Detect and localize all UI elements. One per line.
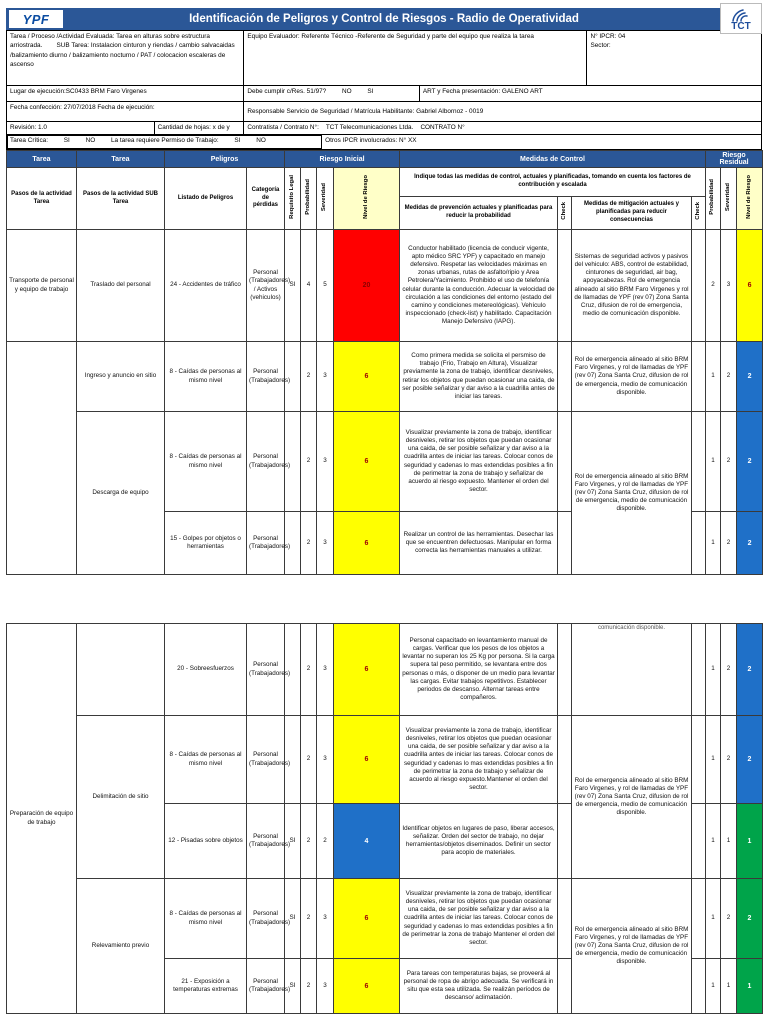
cell-check-prevencion	[558, 512, 572, 575]
field-otros-ipcr: Otros IPCR involucrados: N° XX	[325, 137, 417, 144]
info-row-tarea-critica	[7, 134, 761, 149]
cell-peligro: 8 - Caídas de personas al mismo nivel	[165, 412, 247, 512]
field-sector: Sector:	[590, 42, 611, 50]
group-tarea-1: Tarea	[7, 151, 77, 168]
cell-prevencion: Visualizar previamente la zona de trabajo, identificar desniveles, retirar los objetos que puedan ocasionar una caida, de ser posible señalizar y dar aviso a la cuadrilla antes de iniciar las tareas. Colocar conos de seguridad y cadenas lo mas extendidas posibles a fin de perimetrar la zona de trabajo y señalizar de acuerdo al riesgo expuesto. Mantener el orden del sector.	[400, 412, 558, 512]
cell-peligro: 8 - Caídas de personas al mismo nivel	[165, 879, 247, 959]
cell-paso-tarea: Transporte de personal y equipo de trabajo	[7, 230, 77, 342]
cell-mitigacion: Rol de emergencia alineado al sitio BRM Faro Virgenes, y rol de llamadas de YPF (rev 07) Zona Santa Cruz, difusion de rol de emergencia, medio de comunicación disponible.	[572, 716, 692, 879]
field-tarea-evaluada: Tarea / Proceso /Actividad Evaluada: Tarea en alturas sobre estructura arriostrada. SUB Tarea: Instalacion cinturon y riendas / cambio salvacaidas /balizamiento diurno / balizamiento nocturno / PAT / colocacion escaleras de ascenso	[7, 31, 244, 85]
cell-check-prevencion	[558, 342, 572, 412]
cell-prob-residual: 1	[706, 342, 721, 412]
cell-categoria: Personal (Trabajadores)	[247, 804, 285, 879]
risk-table-segment-2	[6, 623, 763, 1014]
cell-categoria: Personal (Trabajadores)	[247, 879, 285, 959]
cell-probabilidad: 2	[301, 879, 317, 959]
col-check-mitigacion: Check	[692, 197, 706, 230]
cell-probabilidad: 2	[301, 959, 317, 1014]
cell-sev-residual: 2	[721, 342, 737, 412]
tct-logo	[720, 3, 762, 34]
cell-severidad: 3	[317, 879, 334, 959]
cell-paso-subtarea: Traslado del personal	[77, 230, 165, 342]
col-listado-peligros: Listado de Peligros	[165, 168, 247, 230]
cell-severidad: 3	[317, 624, 334, 716]
field-cantidad-hojas: Cantidad de hojas: x de y	[155, 122, 245, 134]
page-break-gap	[6, 575, 762, 623]
cell-prevencion: Visualizar previamente la zona de trabajo, identificar desniveles, retirar los objetos que puedan ocasionar una caida, de ser posible señalizar y dar aviso a la cuadrilla antes de iniciar las tareas. Colocar conos de seguridad y cadenas lo mas extendidas posibles a fin de perimetrar la zona de trabajo y señalizar de acuerdo al riesgo expuesto.Mantener el orden del sector.	[400, 716, 558, 804]
cell-sev-residual: 2	[721, 412, 737, 512]
cell-sev-residual: 1	[721, 804, 737, 879]
cell-nivel-riesgo: 4	[334, 804, 400, 879]
cell-categoria: Personal (Trabajadores)	[247, 959, 285, 1014]
cell-peligro: 15 - Golpes por objetos o herramientas	[165, 512, 247, 575]
ypf-logo	[9, 10, 63, 28]
cell-severidad: 3	[317, 512, 334, 575]
table-header	[7, 151, 763, 230]
cell-paso-subtarea: Relevamiento previo	[77, 879, 165, 1014]
cell-prevencion: Realizar un control de las herramientas. Desechar las que se encuentren defectuosas. Manipular en forma correcta las herramientas manuales a utilizar.	[400, 512, 558, 575]
table-row	[7, 412, 763, 512]
page-title: Identificación de Peligros y Control de Riesgos - Radio de Operatividad	[189, 13, 579, 25]
cell-prevencion: Para tareas con temperaturas bajas, se proveerá al personal de ropa de abrigo adecuada. Se verificará in situ que esta sea utilizada. Se realizán períodos de descanso/ aclimatación.	[400, 959, 558, 1014]
cell-paso-tarea: Preparación de equipo de trabajo	[7, 624, 77, 1014]
cell-check-prevencion	[558, 804, 572, 879]
cell-nivel-riesgo: 6	[334, 959, 400, 1014]
info-row-fecha	[7, 101, 761, 121]
cell-sev-residual: 2	[721, 512, 737, 575]
cell-mitigacion: Rol de emergencia alineado al sitio BRM Faro Virgenes, y rol de llamadas de YPF (rev 07) Zona Santa Cruz, difusion de rol de emergencia, medio de comunicación disponible.	[572, 342, 692, 412]
col-categoria-perdidas: Categoría de pérdidas	[247, 168, 285, 230]
cell-check-prevencion	[558, 959, 572, 1014]
field-contratista: Contratista / Contrato N°: TCT Telecomunicaciones Ltda. CONTRATO N°	[247, 124, 465, 131]
permiso-trabajo-si: SI	[234, 137, 241, 144]
table-row	[7, 342, 763, 412]
cell-nivel-riesgo: 6	[334, 512, 400, 575]
cell-mitigacion-truncada: comunicación disponible.	[572, 624, 692, 716]
col-pasos-subtarea: Pasos de la actividad SUB Tarea	[77, 168, 165, 230]
field-ipcr-numero: N° IPCR: 04	[590, 33, 626, 40]
cell-probabilidad: 4	[301, 230, 317, 342]
cell-nivel-residual: 2	[737, 512, 763, 575]
cell-paso-tarea	[7, 342, 77, 575]
cell-peligro: 21 - Exposición a temperaturas extremas	[165, 959, 247, 1014]
res5197-no: NO	[342, 88, 352, 95]
cell-prob-residual: 1	[706, 804, 721, 879]
cell-categoria: Personal (Trabajadores)	[247, 716, 285, 804]
cell-mitigacion: Rol de emergencia alineado al sitio BRM Faro Virgenes, y rol de llamadas de YPF (rev 07) Zona Santa Cruz, difusion de rol de emergencia, medio de comunicación disponible.	[572, 879, 692, 1014]
group-riesgo-inicial: Riesgo Inicial	[285, 151, 400, 168]
cell-nivel-residual: 2	[737, 716, 763, 804]
tarea-critica-si: SI	[63, 137, 70, 144]
cell-probabilidad: 2	[301, 624, 317, 716]
cell-paso-subtarea: Ingreso y anuncio en sitio	[77, 342, 165, 412]
cell-check-mitigacion	[692, 959, 706, 1014]
cell-nivel-riesgo: 6	[334, 879, 400, 959]
col-medidas-mitigacion: Medidas de mitigación actuales y planificadas para reducir consecuencias	[572, 197, 692, 230]
col-nivel-riesgo-inicial: Nivel de Riesgo	[334, 168, 400, 230]
cell-check-mitigacion	[692, 230, 706, 342]
cell-sev-residual: 1	[721, 959, 737, 1014]
col-requisito-legal: Requisito Legal	[285, 168, 301, 230]
cell-sev-residual: 2	[721, 624, 737, 716]
cell-peligro: 12 - Pisadas sobre objetos	[165, 804, 247, 879]
cell-probabilidad: 2	[301, 716, 317, 804]
cell-check-mitigacion	[692, 412, 706, 512]
cell-sev-residual: 2	[721, 716, 737, 804]
cell-check-mitigacion	[692, 879, 706, 959]
cell-probabilidad: 2	[301, 342, 317, 412]
col-probabilidad-inicial: Probabilidad	[301, 168, 317, 230]
cell-prob-residual: 1	[706, 412, 721, 512]
cell-check-prevencion	[558, 624, 572, 716]
col-severidad-residual: Severidad	[721, 168, 737, 230]
cell-nivel-residual: 1	[737, 959, 763, 1014]
ypf-logo-text: YPF	[22, 11, 50, 27]
cell-nivel-riesgo: 6	[334, 624, 400, 716]
field-ipcr	[587, 31, 761, 85]
cell-nivel-riesgo: 20	[334, 230, 400, 342]
cell-paso-subtarea	[77, 624, 165, 716]
cell-requisito-legal: SI	[285, 959, 301, 1014]
group-header-row	[7, 151, 763, 168]
cell-severidad: 5	[317, 230, 334, 342]
cell-check-mitigacion	[692, 804, 706, 879]
cell-prob-residual: 1	[706, 624, 721, 716]
field-revision: Revisión: 1.0	[7, 122, 155, 134]
cell-paso-subtarea: Delimitación de sitio	[77, 716, 165, 879]
field-lugar-ejecucion: Lugar de ejecución:SC0433 BRM Faro Virgenes	[7, 86, 244, 101]
cell-prob-residual: 1	[706, 512, 721, 575]
cell-mitigacion: Sistemas de seguridad activos y pasivos del vehiculo: ABS, control de estabilidad, cinturones de seguridad, air bag, apoyacabezas. Rol de emergencia alineado al sitio BRM Faro Virgenes y rol de llamadas de YPF (rev 07) Zona Santa Cruz, difusion de rol de emergencia, medio de comunicación disponible.	[572, 230, 692, 342]
cell-categoria: Personal (Trabajadores)	[247, 624, 285, 716]
permiso-trabajo-label: La tarea requiere Permiso de Trabajo:	[110, 137, 219, 144]
cell-check-prevencion	[558, 230, 572, 342]
info-section	[6, 30, 762, 150]
cell-paso-subtarea: Descarga de equipo	[77, 412, 165, 575]
cell-prevencion: Visualizar previamente la zona de trabajo, identificar desniveles, retirar los objetos que puedan ocasionar una caida, de ser posible señalizar y dar aviso a la cuadrilla antes de iniciar las tareas. Colocar conos de seguridad y cadenas lo mas extendidas posibles a fin de perimetrar la zona de trabajo Mantener el orden del sector.	[400, 879, 558, 959]
cell-nivel-residual: 1	[737, 804, 763, 879]
cell-nivel-riesgo: 6	[334, 342, 400, 412]
cell-check-mitigacion	[692, 716, 706, 804]
tarea-critica-no: NO	[85, 137, 96, 144]
cell-peligro: 20 - Sobreesfuerzos	[165, 624, 247, 716]
cell-check-prevencion	[558, 716, 572, 804]
col-nivel-riesgo-residual: Nivel de Riesgo	[737, 168, 763, 230]
cell-prob-residual: 1	[706, 959, 721, 1014]
col-severidad-inicial: Severidad	[317, 168, 334, 230]
cell-check-mitigacion	[692, 342, 706, 412]
cell-nivel-residual: 2	[737, 879, 763, 959]
cell-check-mitigacion	[692, 624, 706, 716]
field-responsable-seguridad: Responsable Servicio de Seguridad / Matrícula Habilitante: Gabriel Albornoz - 0019	[247, 107, 484, 115]
cell-peligro: 24 - Accidentes de tráfico	[165, 230, 247, 342]
group-tarea-2: Tarea	[77, 151, 165, 168]
cell-prevencion: Conductor habilitado (licencia de conducir vigente, apto médico SRC YPF) y capacitado en manejo defensivo. Respetar las velocidades máximas en zonas urbanas, rutas de asfalto/ripio y Area Petrolera/Yacimiento. Prohibido el uso de telefonía celular durante la conducción. Adecuar la velocidad de circulación a las condiciones del entorno (estado del camino y condiciones metereológicas). Vehículo inspeccionado (check-list) y habilitado. Capacitación Manejo Defensivo (IAPG).	[400, 230, 558, 342]
cell-probabilidad: 2	[301, 512, 317, 575]
cell-categoria: Personal (Trabajadores)	[247, 342, 285, 412]
cell-requisito-legal: SI	[285, 230, 301, 342]
cell-sev-residual: 3	[721, 230, 737, 342]
cell-peligro: 8 - Caídas de personas al mismo nivel	[165, 716, 247, 804]
field-tarea-critica	[7, 135, 322, 149]
col-pasos-tarea: Pasos de la actividad Tarea	[7, 168, 77, 230]
cell-sev-residual: 2	[721, 879, 737, 959]
group-peligros: Peligros	[165, 151, 285, 168]
cell-categoria: Personal (Trabajadores) / Activos (vehiculos)	[247, 230, 285, 342]
risk-table-segment-1	[6, 150, 763, 575]
table-row	[7, 879, 763, 959]
info-row-lugar	[7, 85, 761, 101]
cell-prob-residual: 1	[706, 879, 721, 959]
group-medidas-control: Medidas de Control	[400, 151, 706, 168]
cell-nivel-riesgo: 6	[334, 716, 400, 804]
info-row-revision	[7, 121, 761, 134]
cell-nivel-residual: 2	[737, 412, 763, 512]
cell-categoria: Personal (Trabajadores)	[247, 412, 285, 512]
medidas-control-note: Indique todas las medidas de control, actuales y planificadas, tomando en cuenta los factores de contribución y escalada	[400, 168, 706, 197]
field-res5197	[244, 86, 420, 101]
cell-severidad: 3	[317, 716, 334, 804]
cell-nivel-riesgo: 6	[334, 412, 400, 512]
tct-logo-text: TCT	[731, 21, 751, 32]
cell-prevencion: Personal capacitado en levantamiento manual de cargas. Verificar que los pesos de los objetos a levantar no superan los 25 Kg por persona. Si la carga supera tal peso permitido, se levantara entre dos personas o más, o disponer de un medio para levantar las cargas. Evitar trabajos repetitivos. Establecer periodos de descanso. Alternar tareas entre compañeros.	[400, 624, 558, 716]
cell-check-prevencion	[558, 412, 572, 512]
cell-requisito-legal: SI	[285, 879, 301, 959]
cell-check-prevencion	[558, 879, 572, 959]
col-check-prevencion: Check	[558, 197, 572, 230]
cell-check-mitigacion	[692, 512, 706, 575]
cell-severidad: 2	[317, 804, 334, 879]
title-bar	[6, 8, 762, 30]
col-medidas-prevencion: Medidas de prevención actuales y planificadas para reducir la probabilidad	[400, 197, 558, 230]
cell-prob-residual: 1	[706, 716, 721, 804]
cell-probabilidad: 2	[301, 412, 317, 512]
field-art: ART y Fecha presentación: GALENO ART	[422, 88, 543, 95]
info-row-tarea	[7, 30, 761, 85]
table-row	[7, 716, 763, 804]
cell-prob-residual: 2	[706, 230, 721, 342]
cell-nivel-residual: 2	[737, 342, 763, 412]
cell-severidad: 3	[317, 342, 334, 412]
field-equipo-evaluador: Equipo Evaluador: Referente Técnico -Referente de Seguridad y parte del equipo que realiza la tarea	[244, 31, 587, 85]
cell-peligro: 8 - Caídas de personas al mismo nivel	[165, 342, 247, 412]
cell-mitigacion: Rol de emergencia alineado al sitio BRM Faro Virgenes, y rol de llamadas de YPF (rev 07) Zona Santa Cruz, difusion de rol de emergencia, medio de comunicación disponible.	[572, 412, 692, 575]
res5197-si: SI	[367, 88, 374, 95]
cell-prevencion: Como primera medida se solicita el persmiso de trabajo (Frio, Trabajo en Altura), Visualizar previamente la zona de trabajo, identificar desniveles, retirar los objetos que puedan ocasionar una caida, de ser posible señalizar y dar aviso a la cuadrilla antes de iniciar las tareas.	[400, 342, 558, 412]
group-riesgo-residual: Riesgo Residual	[706, 151, 763, 168]
cell-categoria: Personal (Trabajadores)	[247, 512, 285, 575]
sub-header-row-1	[7, 168, 763, 197]
table-row	[7, 624, 763, 716]
cell-requisito-legal: SI	[285, 804, 301, 879]
cell-probabilidad: 2	[301, 804, 317, 879]
field-fecha-confeccion: Fecha confección: 27/07/2018 Fecha de ejecución:	[7, 102, 244, 121]
cell-nivel-residual: 6	[737, 230, 763, 342]
cell-severidad: 3	[317, 959, 334, 1014]
cell-severidad: 3	[317, 412, 334, 512]
col-probabilidad-residual: Probabilidad	[706, 168, 721, 230]
table-row	[7, 230, 763, 342]
res5197-label: Debe cumplir c/Res. 51/97?	[247, 88, 327, 95]
cell-prevencion: Identificar objetos en lugares de paso, liberar accesos, señalizar. Orden del sector de trabajo, no dejar herramientas/objetos diseminados. Definir un sector para acopio de materiales.	[400, 804, 558, 879]
tarea-critica-label: Tarea Crítica:	[10, 137, 48, 144]
cell-nivel-residual: 2	[737, 624, 763, 716]
permiso-trabajo-no: NO	[256, 137, 266, 144]
